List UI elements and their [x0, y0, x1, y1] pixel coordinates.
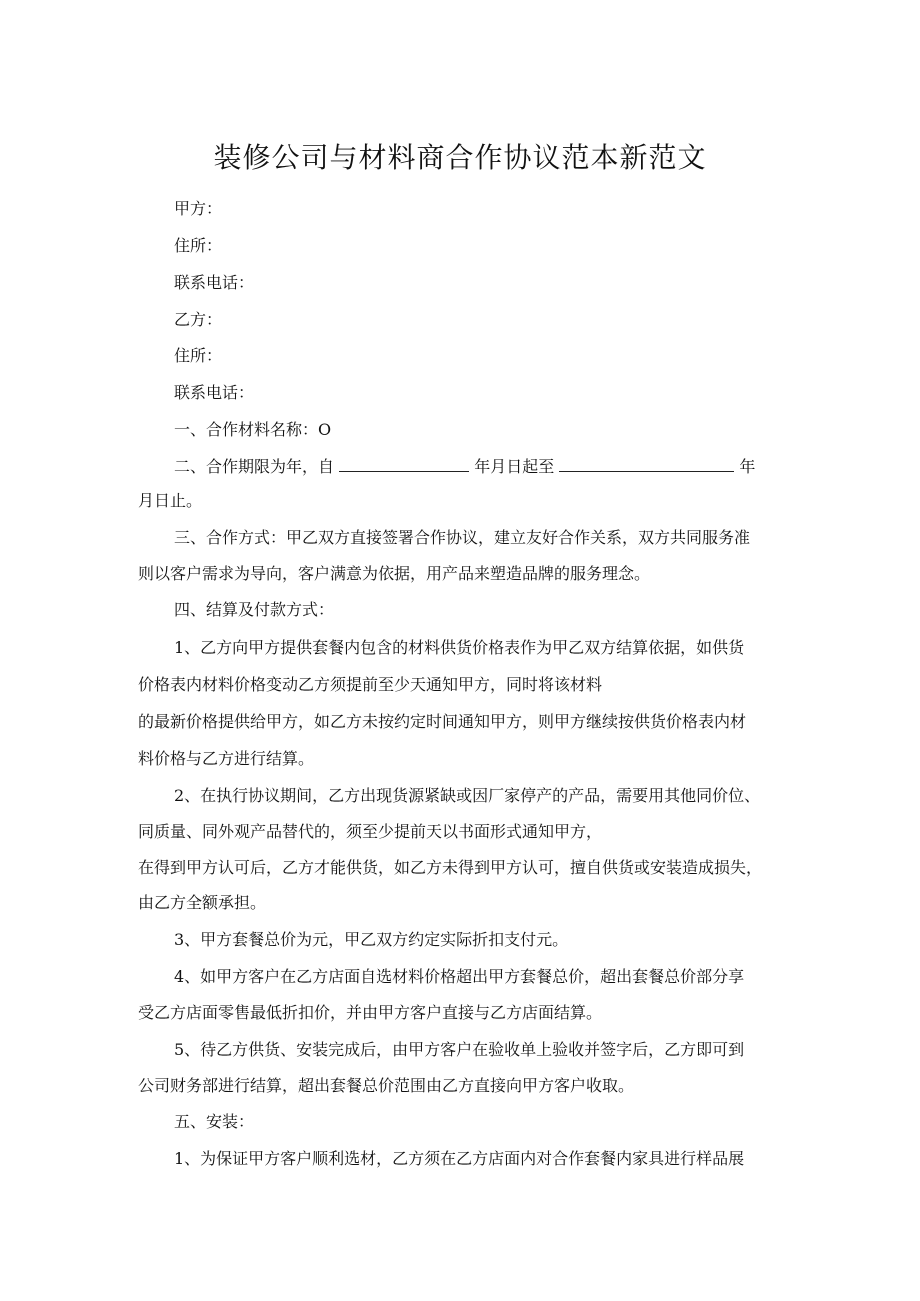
- party-b-address-label: 住所：: [174, 346, 223, 365]
- section-4-item-5-line-1: 5、待乙方供货、安装完成后，由甲方客户在验收单上验收并签字后，乙方即可到: [174, 1040, 745, 1059]
- section-5-heading: 五、安装：: [174, 1112, 255, 1131]
- section-4-item-2-line-2: 同质量、同外观产品替代的，须至少提前天以书面形式通知甲方，: [138, 822, 603, 841]
- party-a-address-label: 住所：: [174, 236, 223, 255]
- section-4-item-1-line-3: 的最新价格提供给甲方，如乙方未按约定时间通知甲方，则甲方继续按供货价格表内材: [138, 712, 747, 731]
- section-4-item-5-line-2: 公司财务部进行结算，超出套餐总价范围由乙方直接向甲方客户收取。: [138, 1076, 635, 1095]
- party-b-label: 乙方：: [174, 310, 223, 329]
- section-2-term: [174, 455, 755, 478]
- party-a-phone-label: 联系电话：: [174, 273, 255, 292]
- section-2-prefix: 二、合作期限为年，自: [174, 457, 335, 476]
- party-a-label: 甲方：: [174, 199, 223, 218]
- blank-end-date-line: [559, 455, 734, 472]
- section-3-line-2: 则以客户需求为导向，客户满意为依据，用产品来塑造品牌的服务理念。: [138, 564, 651, 583]
- section-4-item-1-line-2: 价格表内材料价格变动乙方须提前至少天通知甲方，同时将该材料: [138, 675, 603, 694]
- section-4-item-4-line-2: 受乙方店面零售最低折扣价，并由甲方客户直接与乙方店面结算。: [138, 1003, 603, 1022]
- section-2-line-2: 月日止。: [138, 491, 203, 510]
- section-2-middle: 年月日起至: [474, 457, 555, 476]
- section-2-suffix: 年: [739, 457, 756, 476]
- section-3-line-1: 三、合作方式：甲乙双方直接签署合作协议，建立友好合作关系，双方共同服务准: [174, 528, 751, 547]
- section-4-item-1-line-1: 1、乙方向甲方提供套餐内包含的材料供货价格表作为甲乙双方结算依据，如供货: [174, 638, 745, 657]
- section-4-item-2-line-3: 在得到甲方认可后，乙方才能供货，如乙方未得到甲方认可，擅自供货或安装造成损失，: [138, 858, 763, 877]
- section-4-item-2-line-4: 由乙方全额承担。: [138, 893, 267, 912]
- party-b-phone-label: 联系电话：: [174, 383, 255, 402]
- section-4-item-1-line-4: 料价格与乙方进行结算。: [138, 749, 315, 768]
- section-4-item-4-line-1: 4、如甲方客户在乙方店面自选材料价格超出甲方套餐总价，超出套餐总价部分享: [174, 967, 745, 986]
- section-4-heading: 四、结算及付款方式：: [174, 600, 335, 619]
- section-4-item-3-line-1: 3、甲方套餐总价为元，甲乙双方约定实际折扣支付元。: [174, 930, 569, 949]
- section-4-item-2-line-1: 2、在执行协议期间，乙方出现货源紧缺或因厂家停产的产品，需要用其他同价位、: [174, 786, 761, 805]
- blank-start-date-line: [339, 455, 469, 472]
- document-title: 装修公司与材料商合作协议范本新范文: [213, 141, 707, 174]
- section-5-item-1-line-1: 1、为保证甲方客户顺利选材，乙方须在乙方店面内对合作套餐内家具进行样品展: [174, 1149, 745, 1168]
- section-1-material-name: 一、合作材料名称：O: [174, 420, 332, 439]
